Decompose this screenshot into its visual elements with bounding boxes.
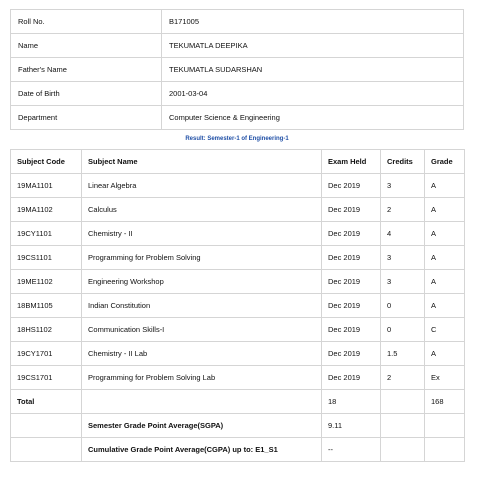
empty-cell <box>425 438 465 462</box>
exam-held-cell: Dec 2019 <box>322 198 381 222</box>
empty-cell <box>425 414 465 438</box>
sgpa-row <box>11 414 465 438</box>
subject-name-cell: Programming for Problem Solving <box>82 246 322 270</box>
subject-code-cell: 19MA1101 <box>11 174 82 198</box>
info-row-roll-no <box>11 10 464 34</box>
table-row <box>11 222 465 246</box>
grade-cell: A <box>425 222 465 246</box>
total-grade-points: 168 <box>425 390 465 414</box>
credits-cell: 3 <box>381 270 425 294</box>
exam-held-cell: Dec 2019 <box>322 270 381 294</box>
table-row <box>11 174 465 198</box>
credits-cell: 2 <box>381 366 425 390</box>
column-header-subject-name: Subject Name <box>82 150 322 174</box>
info-label: Date of Birth <box>11 82 162 106</box>
grade-cell: A <box>425 246 465 270</box>
credits-cell: 1.5 <box>381 342 425 366</box>
table-row <box>11 366 465 390</box>
grade-cell: A <box>425 270 465 294</box>
subject-code-cell: 19ME1102 <box>11 270 82 294</box>
table-row <box>11 294 465 318</box>
empty-cell <box>11 438 82 462</box>
credits-cell: 3 <box>381 174 425 198</box>
sgpa-value: 9.11 <box>322 414 381 438</box>
student-info-table <box>10 9 464 130</box>
subject-code-cell: 19CS1101 <box>11 246 82 270</box>
exam-held-cell: Dec 2019 <box>322 318 381 342</box>
total-credits: 18 <box>322 390 381 414</box>
empty-cell <box>381 414 425 438</box>
table-row <box>11 342 465 366</box>
table-row <box>11 318 465 342</box>
cgpa-row <box>11 438 465 462</box>
info-label: Roll No. <box>11 10 162 34</box>
grades-header-row <box>11 150 465 174</box>
grade-cell: A <box>425 174 465 198</box>
exam-held-cell: Dec 2019 <box>322 246 381 270</box>
info-row-fathers-name <box>11 58 464 82</box>
subject-code-cell: 19MA1102 <box>11 198 82 222</box>
info-value: Computer Science & Engineering <box>162 106 464 130</box>
grade-cell: A <box>425 342 465 366</box>
column-header-exam-held: Exam Held <box>322 150 381 174</box>
cgpa-label: Cumulative Grade Point Average(CGPA) up to: E1_S1 <box>82 438 322 462</box>
credits-cell: 3 <box>381 246 425 270</box>
subject-name-cell: Communication Skills-I <box>82 318 322 342</box>
grade-cell: C <box>425 318 465 342</box>
info-row-name <box>11 34 464 58</box>
info-value: TEKUMATLA DEEPIKA <box>162 34 464 58</box>
info-value: B171005 <box>162 10 464 34</box>
table-row <box>11 198 465 222</box>
subject-name-cell: Chemistry - II <box>82 222 322 246</box>
table-row <box>11 270 465 294</box>
exam-held-cell: Dec 2019 <box>322 174 381 198</box>
table-row <box>11 246 465 270</box>
grades-table <box>10 149 465 462</box>
credits-cell: 0 <box>381 294 425 318</box>
subject-name-cell: Engineering Workshop <box>82 270 322 294</box>
subject-code-cell: 18HS1102 <box>11 318 82 342</box>
exam-held-cell: Dec 2019 <box>322 294 381 318</box>
grade-cell: A <box>425 198 465 222</box>
exam-held-cell: Dec 2019 <box>322 222 381 246</box>
info-value: 2001-03-04 <box>162 82 464 106</box>
subject-name-cell: Linear Algebra <box>82 174 322 198</box>
info-label: Department <box>11 106 162 130</box>
grade-cell: Ex <box>425 366 465 390</box>
subject-code-cell: 19CS1701 <box>11 366 82 390</box>
credits-cell: 0 <box>381 318 425 342</box>
empty-cell <box>381 438 425 462</box>
credits-cell: 4 <box>381 222 425 246</box>
subject-name-cell: Calculus <box>82 198 322 222</box>
grades-body <box>11 174 465 462</box>
exam-held-cell: Dec 2019 <box>322 342 381 366</box>
result-title: Result: Semester-1 of Engineering-1 <box>185 136 289 142</box>
info-row-date-of-birth <box>11 82 464 106</box>
info-row-department <box>11 106 464 130</box>
subject-code-cell: 19CY1101 <box>11 222 82 246</box>
subject-name-cell: Indian Constitution <box>82 294 322 318</box>
column-header-subject-code: Subject Code <box>11 150 82 174</box>
sgpa-label: Semester Grade Point Average(SGPA) <box>82 414 322 438</box>
info-value: TEKUMATLA SUDARSHAN <box>162 58 464 82</box>
empty-cell <box>82 390 322 414</box>
info-label: Name <box>11 34 162 58</box>
subject-name-cell: Chemistry - II Lab <box>82 342 322 366</box>
grade-cell: A <box>425 294 465 318</box>
empty-cell <box>381 390 425 414</box>
subject-name-cell: Programming for Problem Solving Lab <box>82 366 322 390</box>
subject-code-cell: 19CY1701 <box>11 342 82 366</box>
info-label: Father's Name <box>11 58 162 82</box>
credits-cell: 2 <box>381 198 425 222</box>
total-label: Total <box>11 390 82 414</box>
subject-code-cell: 18BM1105 <box>11 294 82 318</box>
cgpa-value: -- <box>322 438 381 462</box>
column-header-grade: Grade <box>425 150 465 174</box>
total-row <box>11 390 465 414</box>
column-header-credits: Credits <box>381 150 425 174</box>
empty-cell <box>11 414 82 438</box>
exam-held-cell: Dec 2019 <box>322 366 381 390</box>
